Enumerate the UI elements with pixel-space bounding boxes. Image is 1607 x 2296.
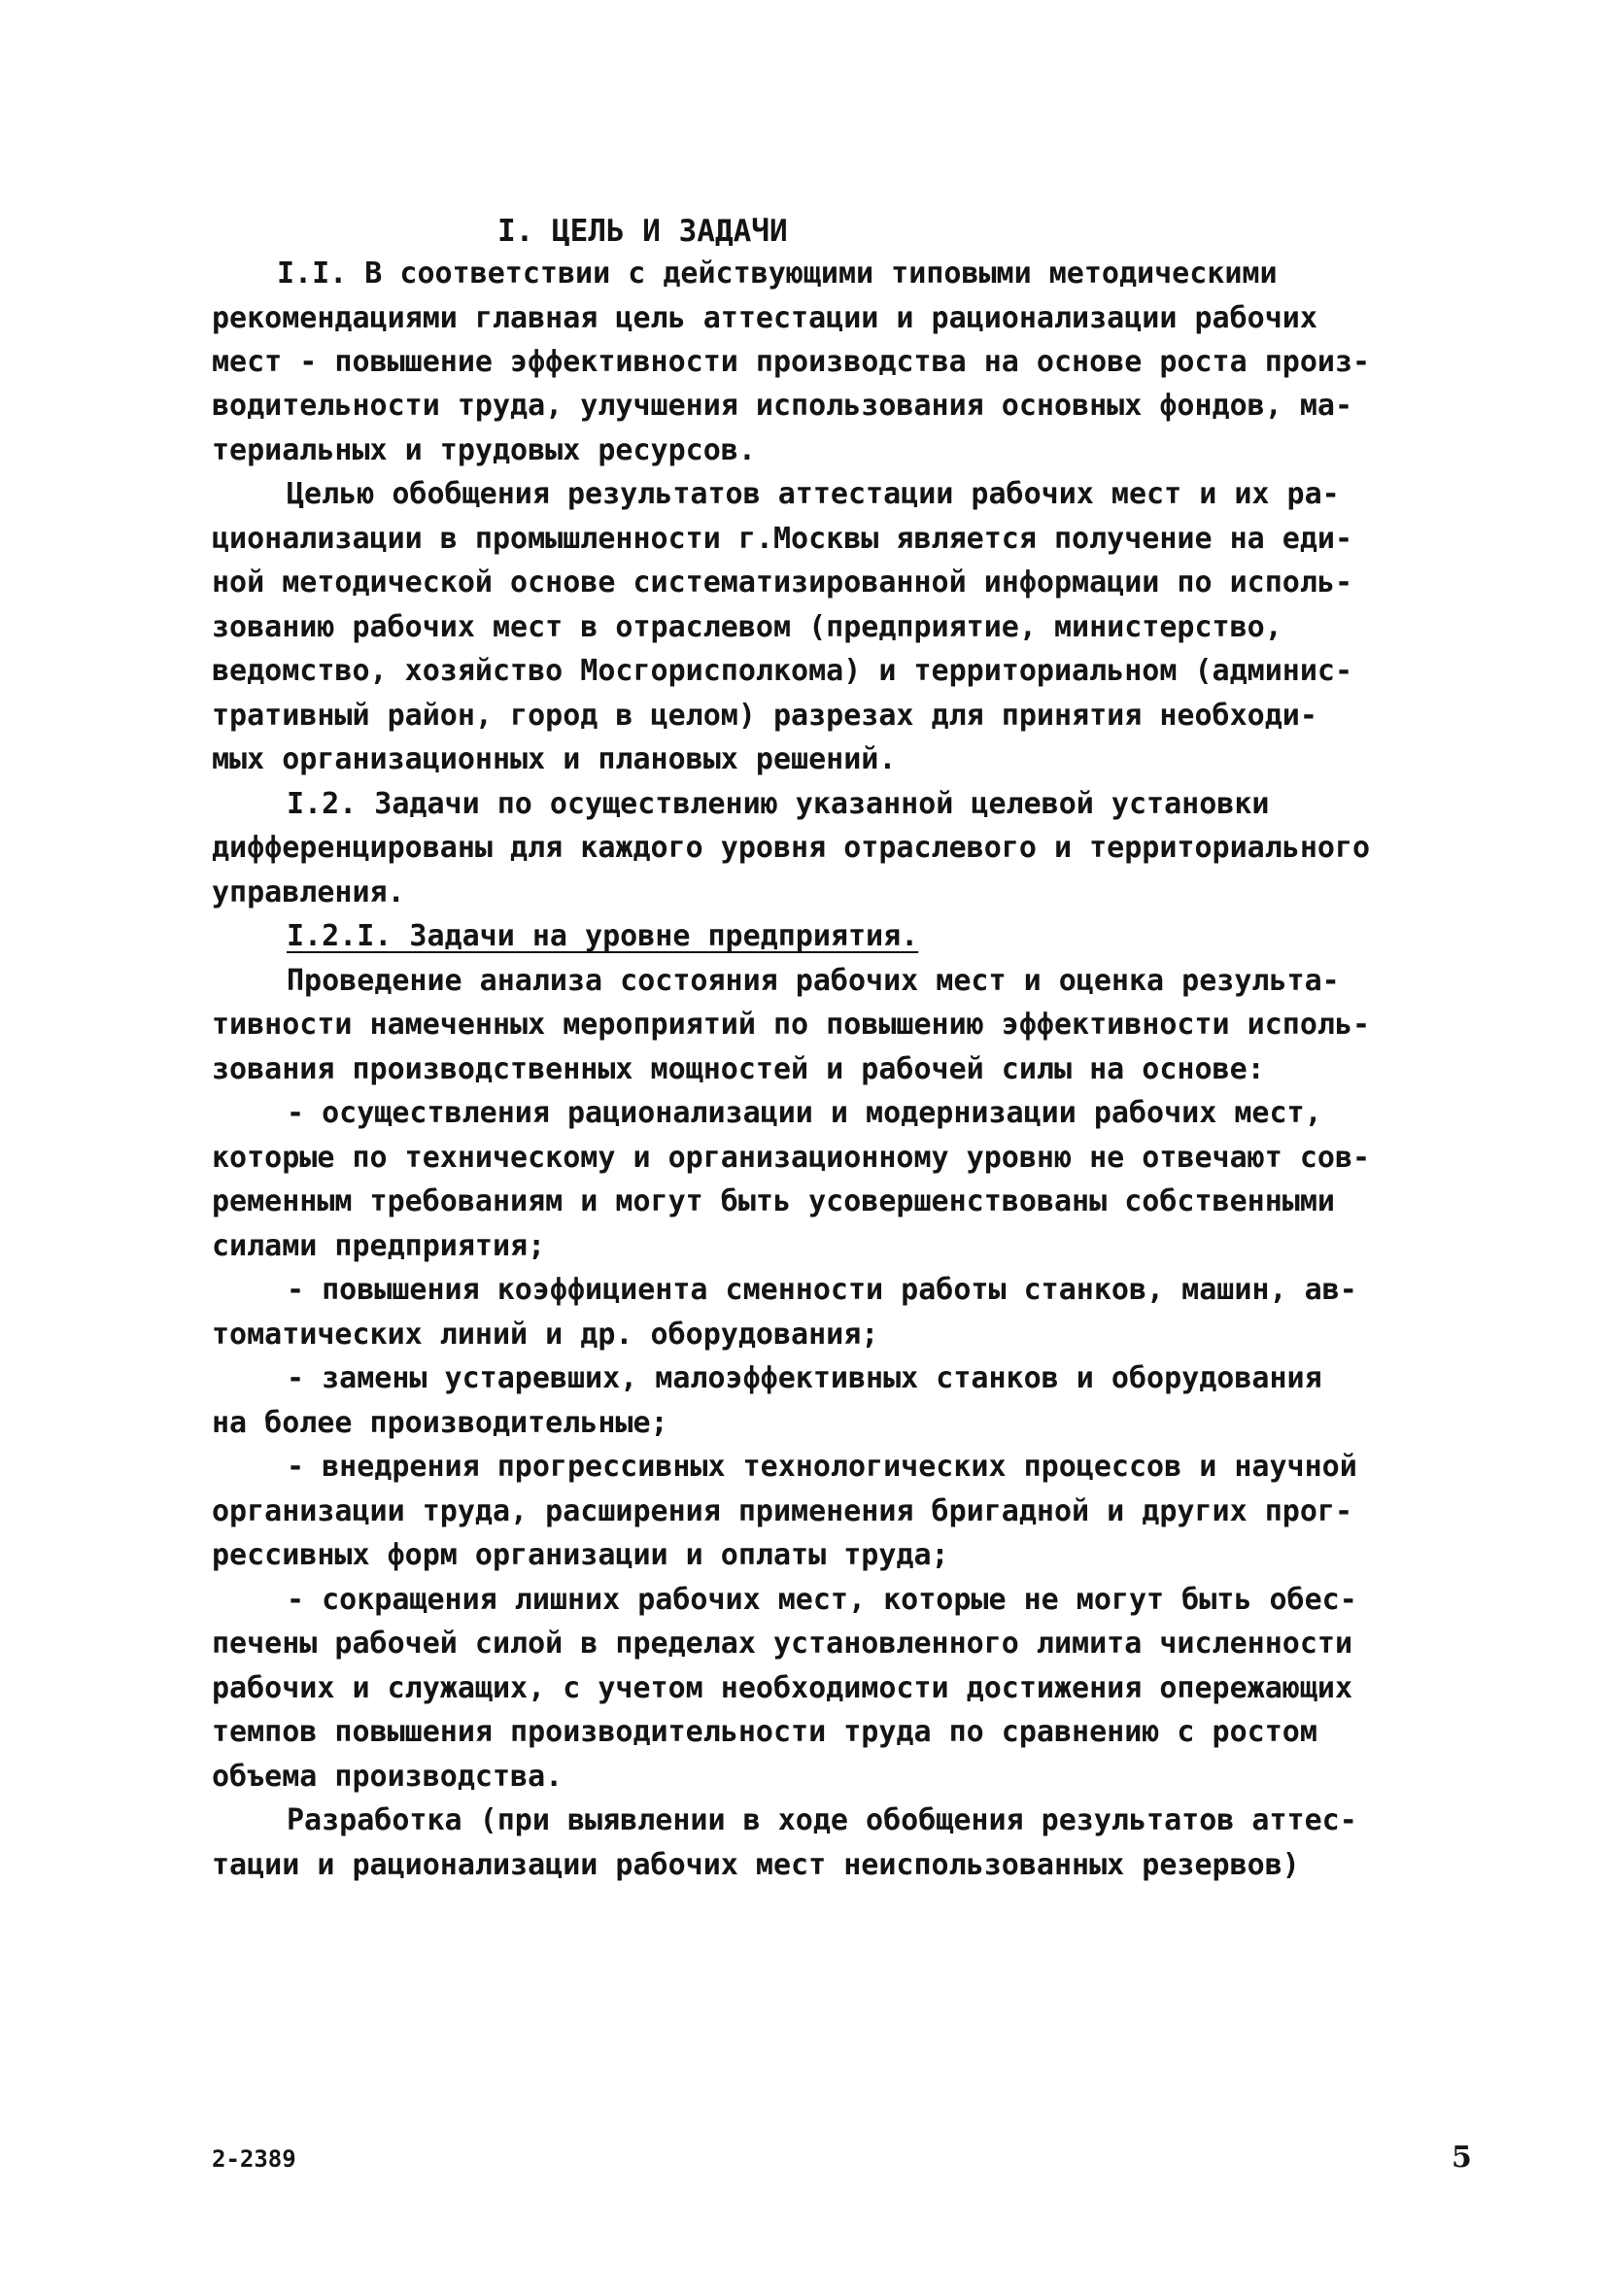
text-line: организации труда, расширения применения бригадной и других прог- <box>212 1494 1352 1528</box>
text-line: которые по техническому и организационному уровню не отвечают сов- <box>212 1141 1371 1175</box>
text-line: рессивных форм организации и оплаты труда; <box>212 1538 949 1572</box>
text-line: ведомство, хозяйство Мосгорисполкома) и территориальном (админис- <box>212 654 1352 688</box>
text-line: рабочих и служащих, с учетом необходимости достижения опережающих <box>212 1671 1352 1705</box>
text-line: Разработка (при выявлении в ходе обобщения результатов аттес- <box>287 1803 1357 1837</box>
text-line: печены рабочей силой в пределах установленного лимита численности <box>212 1627 1352 1661</box>
text-line: объема производства. <box>212 1760 564 1794</box>
text-line: зования производственных мощностей и рабочей силы на основе: <box>212 1052 1265 1086</box>
text-line: - осуществления рационализации и модернизации рабочих мест, <box>287 1096 1322 1130</box>
text-line: водительности труда, улучшения использования основных фондов, ма- <box>212 389 1352 423</box>
text-line: - сокращения лишних рабочих мест, которые не могут быть обес- <box>287 1583 1357 1617</box>
text-line: мых организационных и плановых решений. <box>212 742 897 776</box>
text-line: - замены устаревших, малоэффективных станков и оборудования <box>287 1361 1322 1395</box>
text-line: зованию рабочих мест в отраслевом (предприятие, министерство, <box>212 610 1282 644</box>
text-line: силами предприятия; <box>212 1229 546 1263</box>
text-line: тации и рационализации рабочих мест неиспользованных резервов) <box>212 1848 1300 1882</box>
text-line: - повышения коэффициента сменности работы станков, машин, ав- <box>287 1273 1357 1307</box>
text-line: рекомендациями главная цель аттестации и рационализации рабочих <box>212 301 1317 335</box>
section-heading: I. ЦЕЛЬ И ЗАДАЧИ <box>497 214 788 249</box>
text-line: мест - повышение эффективности производства на основе роста произ- <box>212 345 1371 379</box>
text-line: дифференцированы для каждого уровня отраслевого и территориального <box>212 831 1371 865</box>
subsection-heading: I.2.I. Задачи на уровне предприятия. <box>287 919 919 953</box>
text-line: Целью обобщения результатов аттестации рабочих мест и их ра- <box>287 477 1340 511</box>
text-line: управления. <box>212 875 405 909</box>
text-line: I.I. В соответствии с действующими типовыми методическими <box>277 257 1278 291</box>
text-line: ременным требованиям и могут быть усовершенствованы собственными <box>212 1184 1335 1218</box>
text-line: на более производительные; <box>212 1406 668 1440</box>
text-line: тивности намеченных мероприятий по повышению эффективности исполь- <box>212 1008 1371 1042</box>
document-code: 2-2389 <box>212 2145 296 2173</box>
text-line: томатических линий и др. оборудования; <box>212 1318 879 1352</box>
text-line: I.2. Задачи по осуществлению указанной целевой установки <box>287 787 1270 821</box>
text-line: - внедрения прогрессивных технологических процессов и научной <box>287 1450 1357 1484</box>
text-line: ной методической основе систематизированной информации по исполь- <box>212 565 1352 600</box>
text-line: темпов повышения производительности труда по сравнению с ростом <box>212 1715 1317 1749</box>
text-line: Проведение анализа состояния рабочих мест и оценка результа- <box>287 964 1340 998</box>
text-line: тративный район, город в целом) разрезах для принятия необходи- <box>212 699 1317 733</box>
text-line: териальных и трудовых ресурсов. <box>212 433 756 467</box>
text-line: ционализации в промышленности г.Москвы является получение на еди- <box>212 522 1352 556</box>
page-number: 5 <box>1452 2141 1472 2175</box>
